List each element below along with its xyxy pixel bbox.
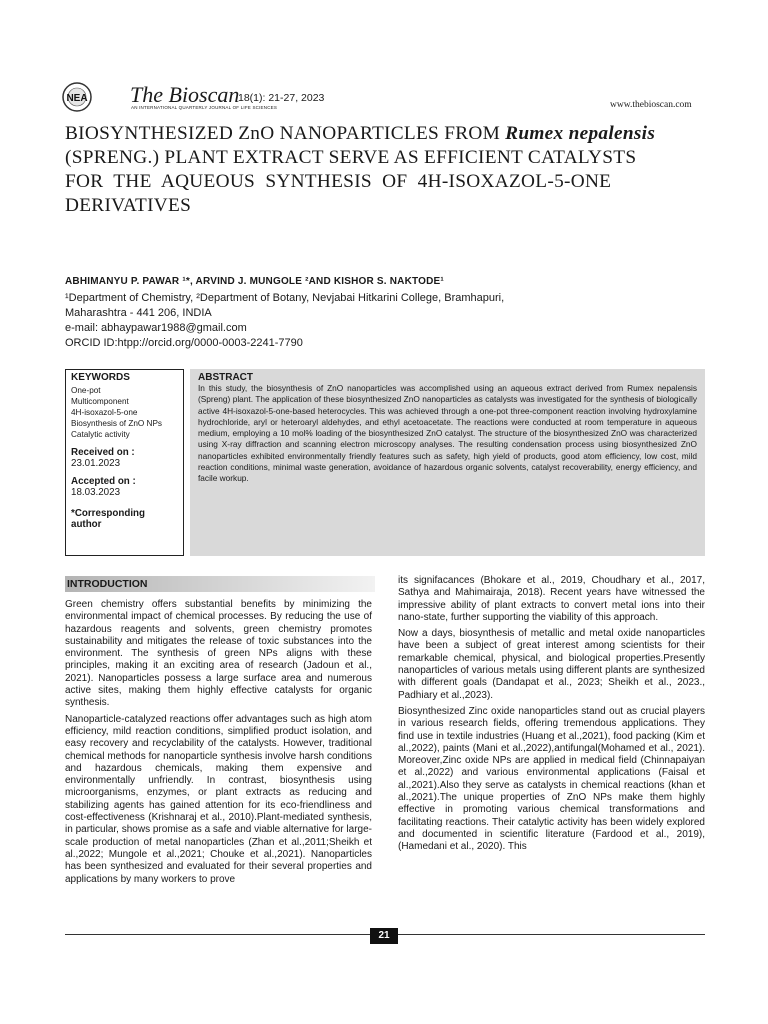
keywords-box xyxy=(65,369,184,556)
journal-issue: 18(1): 21-27, 2023 xyxy=(238,92,325,104)
orcid[interactable]: ORCID ID:htpp://orcid.org/0000-0003-2241-7790 xyxy=(65,337,303,349)
received-label: Received on : xyxy=(71,447,135,458)
page-number: 21 xyxy=(370,928,398,944)
paragraph: Nanoparticle-catalyzed reactions offer advantages such as high atom efficiency, mild reaction conditions, simplified product isolation, and easy recovery and recyclability of the catalysts. However, traditional chemical methods for nanoparticle synthesis involve harsh conditions and hazardous chemicals, making them expensive and environmentally unfriendly. In contrast, biosynthesis using microorganisms, enzymes, or plant extracts as reducing and stabilizing agents has gained attention for its eco-friendliness and cost-effectiveness (Krishnaraj et al., 2010).Plant-mediated synthesis, in particular, shows promise as a safe and viable alternative for large-scale production of metal nanoparticles (Zhan et al.,2011;Sheikh et al.,2022; Mungole et al.,2021; Chouke et al.,2021). Nanoparticles has been synthesized and evaluated for their several properties and applications by many workers to prove xyxy=(65,713,372,885)
paragraph: its signifacances (Bhokare et al., 2019, Choudhary et al., 2017, Sathya and Mahimairaja, 2018). Recent years have witnessed the impressive ability of plant extracts to convert metal ions into their nano-state, further supporting the viability of this approach. xyxy=(398,575,705,623)
journal-name: The Bioscan xyxy=(130,82,240,107)
keyword-item: One-pot xyxy=(71,386,101,395)
accepted-label: Accepted on : xyxy=(71,476,136,487)
keyword-item: Multicomponent xyxy=(71,397,129,406)
corresponding-author-label: *Corresponding xyxy=(71,508,146,519)
abstract-box xyxy=(190,369,705,556)
paragraph: Now a days, biosynthesis of metallic and metal oxide nanoparticles have been a subject of great interest among scientists for their remarkable chemical, physical, and biological properties.Presently nanoparticles of various metals using different plants are synthesized with different goals (Dandapat et al., 2023; Sheikh et al., 2023., Padhiary et al.,2023). xyxy=(398,628,705,701)
journal-logo xyxy=(62,82,126,112)
left-column xyxy=(65,599,372,890)
affiliation xyxy=(65,291,705,351)
logo-text: NEA xyxy=(66,93,88,104)
email[interactable]: e-mail: abhaypawar1988@gmail.com xyxy=(65,322,247,334)
authors: ABHIMANYU P. PAWAR ¹*, ARVIND J. MUNGOLE ²AND KISHOR S. NAKTODE¹ xyxy=(65,276,444,287)
received-date: 23.01.2023 xyxy=(71,458,121,469)
title-line3: FOR THE AQUEOUS SYNTHESIS OF 4H-ISOXAZOL-5-ONE xyxy=(65,171,612,192)
affiliation-line2: Maharashtra - 441 206, INDIA xyxy=(65,307,212,319)
paragraph: Green chemistry offers substantial benefits by minimizing the environmental impact of chemical processes. By reducing the use of hazardous reagents and solvents, green chemistry promotes sustainability and mitigates the release of toxic substances into the environment. The synthesis of green NPs aligns with these principles, making it an exciting area of research (Jadoun et al., 2021). Nanoparticles possess a large surface area and numerous active sites, making them highly effective catalysts for organic synthesis. xyxy=(65,599,372,709)
keyword-item: Biosynthesis of ZnO NPs xyxy=(71,419,163,428)
affiliation-line1: ¹Department of Chemistry, ²Department of Botany, Nevjabai Hitkarini College, Bramhapuri, xyxy=(65,292,505,304)
accepted-date: 18.03.2023 xyxy=(71,487,121,498)
corresponding-author-label-2: author xyxy=(71,519,102,530)
journal-tagline: AN INTERNATIONAL QUARTERLY JOURNAL OF LIFE SCIENCES xyxy=(131,105,278,110)
journal-website[interactable]: www.thebioscan.com xyxy=(610,100,692,110)
introduction-heading: INTRODUCTION xyxy=(65,576,375,592)
right-column xyxy=(398,575,705,858)
abstract-text: In this study, the biosynthesis of ZnO nanoparticles was accomplished using an aqueous extract derived from Rumex nepalensis (Spreng) plant. The application of these biosynthesized ZnO nanoparticles as catalysts was investigated for the synthesis of biologically active 4H-isoxazol-5-one-based heterocycles. This was achieved through a one-pot three-component reaction involving hydroxylamine hydrochloride, aryl or heteroaryl aldehydes, and ethyl acetoacetate. The reactions were conducted at room temperature in aqueous medium, employing a 10 mol% loading of the biosynthesized ZnO catalyst. The structure of the biosynthesized ZnO was characterized using X-ray diffraction and scanning electron microscopy analyses. The resulting condensation process using biosynthesized ZnO nanoparticles exhibited environmentally friendly features such as safety, high yield of products, good atom efficiency, low cost, mild reaction conditions, minimal waste generation, avoidance of hazardous organic solvents, catalyst recoverability, energy efficiency, and facile workup. xyxy=(198,383,697,484)
title-part1: BIOSYNTHESIZED ZnO NANOPARTICLES FROM xyxy=(65,123,506,144)
title-line2: (SPRENG.) PLANT EXTRACT SERVE AS EFFICIENT CATALYSTS xyxy=(65,147,637,168)
paragraph: Biosynthesized Zinc oxide nanoparticles stand out as crucial players in various research fields, offering tremendous applications. They find use in textile industries (Huang et al.,2021), food packing (Kim et al.,2022), paints (Mani et al.,2022),antifungal(Mohamed et al., 2021). Moreover,Zinc oxide NPs are applied in medical field (Chinnapaiyan et al.,2022) and various environmental applications (Faisal et al.,2021).Also they serve as catalysts in chemical reactions (khan et al.,2021).The unique properties of ZnO NPs make them highly effective in promoting various chemical transformations and facilitating reactions. Their catalytic activity has been widely explored and documented in scientific literature (Fardood et al., 2019), (Hamedani et al., 2020). This xyxy=(398,705,705,853)
keyword-item: Catalytic activity xyxy=(71,430,130,439)
title-line4: DERIVATIVES xyxy=(65,195,192,216)
keyword-item: 4H-isoxazol-5-one xyxy=(71,408,138,417)
keywords-heading: KEYWORDS xyxy=(71,372,130,383)
paper-title xyxy=(65,122,705,218)
abstract-heading: ABSTRACT xyxy=(198,372,253,383)
title-species: Rumex nepalensis xyxy=(505,123,656,144)
